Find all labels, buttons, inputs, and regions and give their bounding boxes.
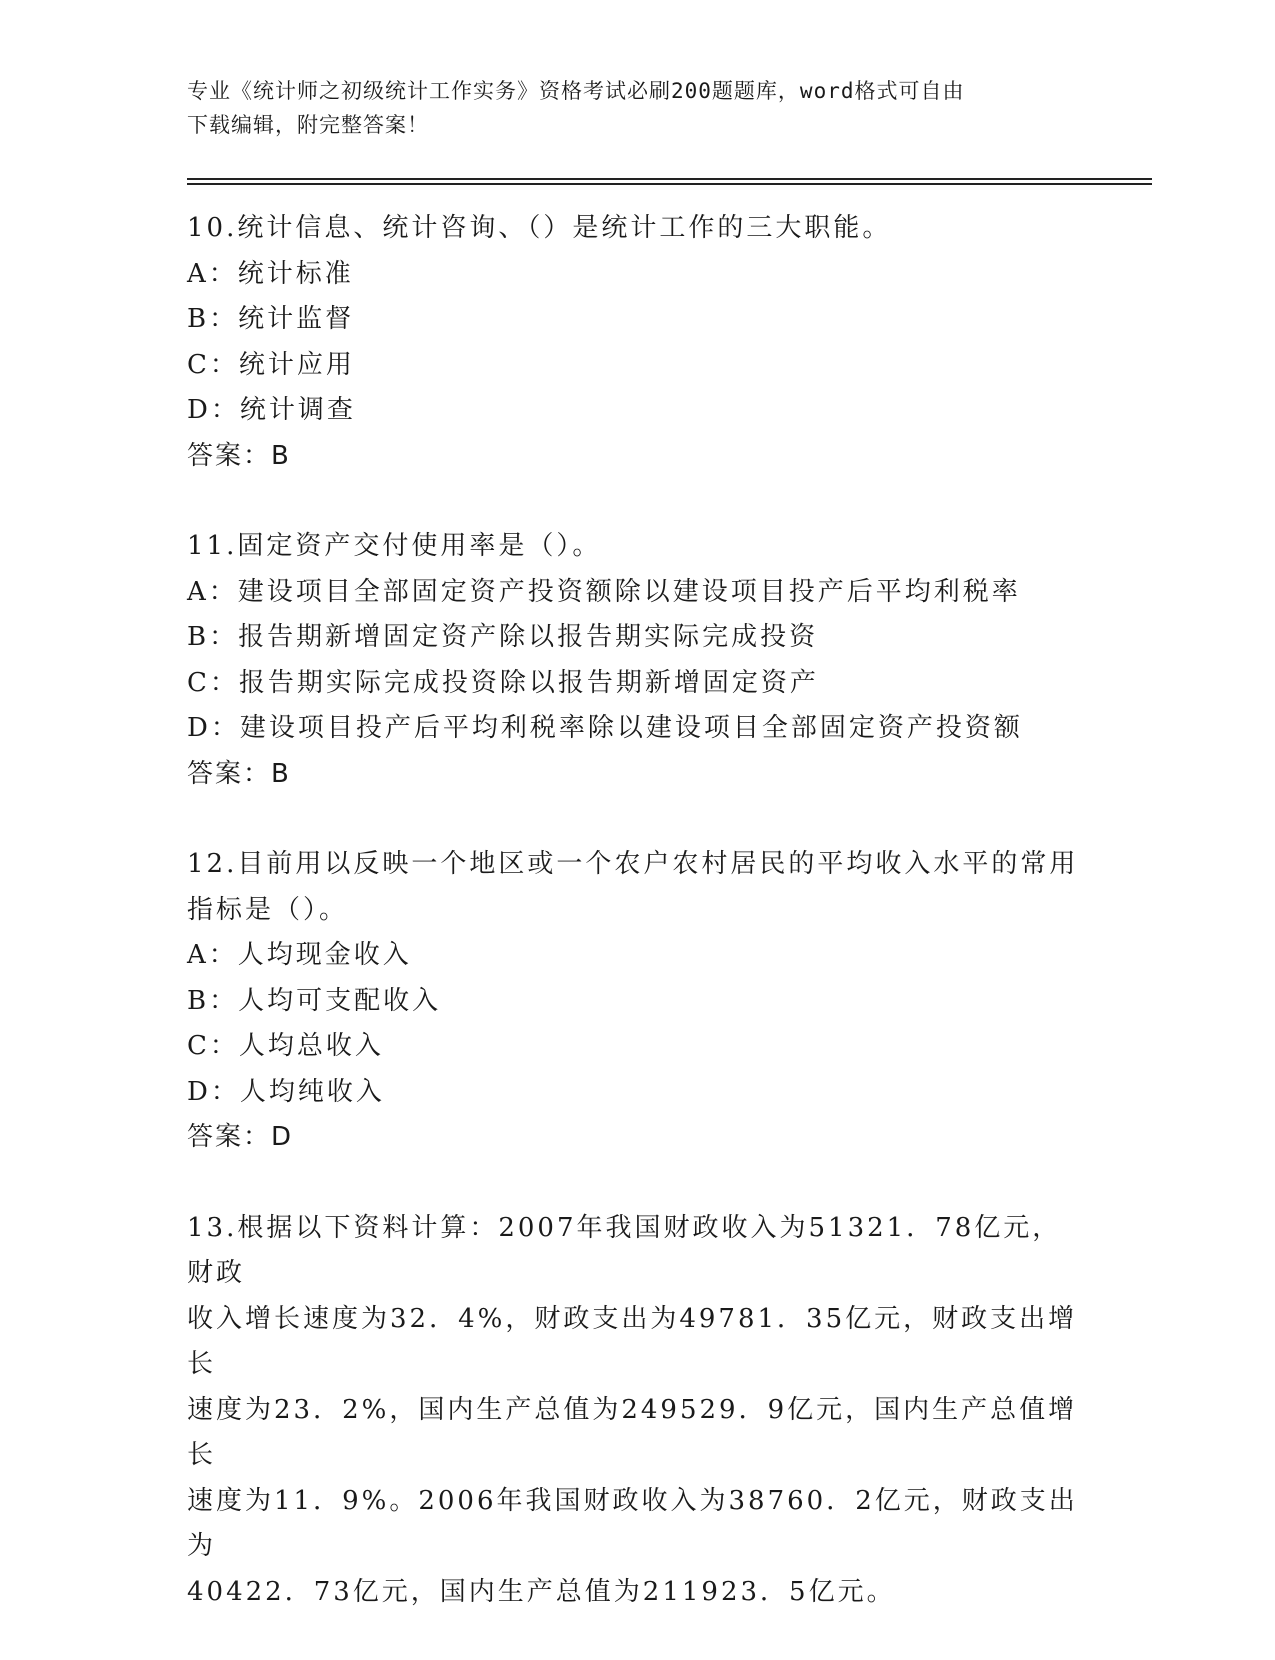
question-stem: 10.统计信息、统计咨询、（）是统计工作的三大职能。 xyxy=(187,213,892,243)
option-d: D：人均纯收入 xyxy=(187,1076,385,1107)
option-a: A：统计标准 xyxy=(187,258,354,289)
question-stem-continued: 40422．73亿元，国内生产总值为211923．5亿元。 xyxy=(187,1576,896,1607)
header-divider-bottom xyxy=(187,183,1152,185)
header-line-2: 下载编辑，附完整答案！ xyxy=(187,113,429,137)
answer: 答案：B xyxy=(187,440,291,471)
question-11 xyxy=(187,524,1087,797)
question-stem-continued: 速度为11．9%。2006年我国财政收入为38760．2亿元，财政支出为 xyxy=(187,1485,1078,1561)
question-stem: 12.目前用以反映一个地区或一个农户农村居民的平均收入水平的常用 xyxy=(187,849,1079,879)
question-stem-continued: 速度为23．2%，国内生产总值为249529．9亿元，国内生产总值增长 xyxy=(187,1394,1078,1470)
question-stem: 11.固定资产交付使用率是（）。 xyxy=(187,531,602,561)
question-10 xyxy=(187,206,1087,479)
option-c: C：人均总收入 xyxy=(187,1031,384,1061)
header-line-1: 专业《统计师之初级统计工作实务》资格考试必刷200题题库，word格式可自由 xyxy=(187,79,965,103)
answer: 答案：B xyxy=(187,758,291,789)
option-a: A：建设项目全部固定资产投资额除以建设项目投产后平均利税率 xyxy=(187,576,1021,607)
option-b: B：报告期新增固定资产除以报告期实际完成投资 xyxy=(187,622,819,652)
option-d: D：统计调查 xyxy=(187,395,356,425)
question-stem-continued: 指标是（）。 xyxy=(187,894,349,925)
question-12 xyxy=(187,842,1087,1161)
document-header xyxy=(187,74,1087,142)
answer: 答案：D xyxy=(187,1122,294,1152)
option-b: B：统计监督 xyxy=(187,304,355,334)
option-c: C：报告期实际完成投资除以报告期新增固定资产 xyxy=(187,667,819,698)
question-list xyxy=(187,206,1087,1660)
option-a: A：人均现金收入 xyxy=(187,940,412,970)
option-b: B：人均可支配收入 xyxy=(187,985,442,1016)
option-c: C：统计应用 xyxy=(187,349,355,380)
option-d: D：建设项目投产后平均利税率除以建设项目全部固定资产投资额 xyxy=(187,713,1023,743)
header-divider-top xyxy=(187,178,1152,180)
question-stem: 13.根据以下资料计算：2007年我国财政收入为51321．78亿元，财政 xyxy=(187,1212,1062,1288)
question-stem-continued: 收入增长速度为32．4%，财政支出为49781．35亿元，财政支出增长 xyxy=(187,1303,1078,1379)
question-13 xyxy=(187,1206,1087,1616)
